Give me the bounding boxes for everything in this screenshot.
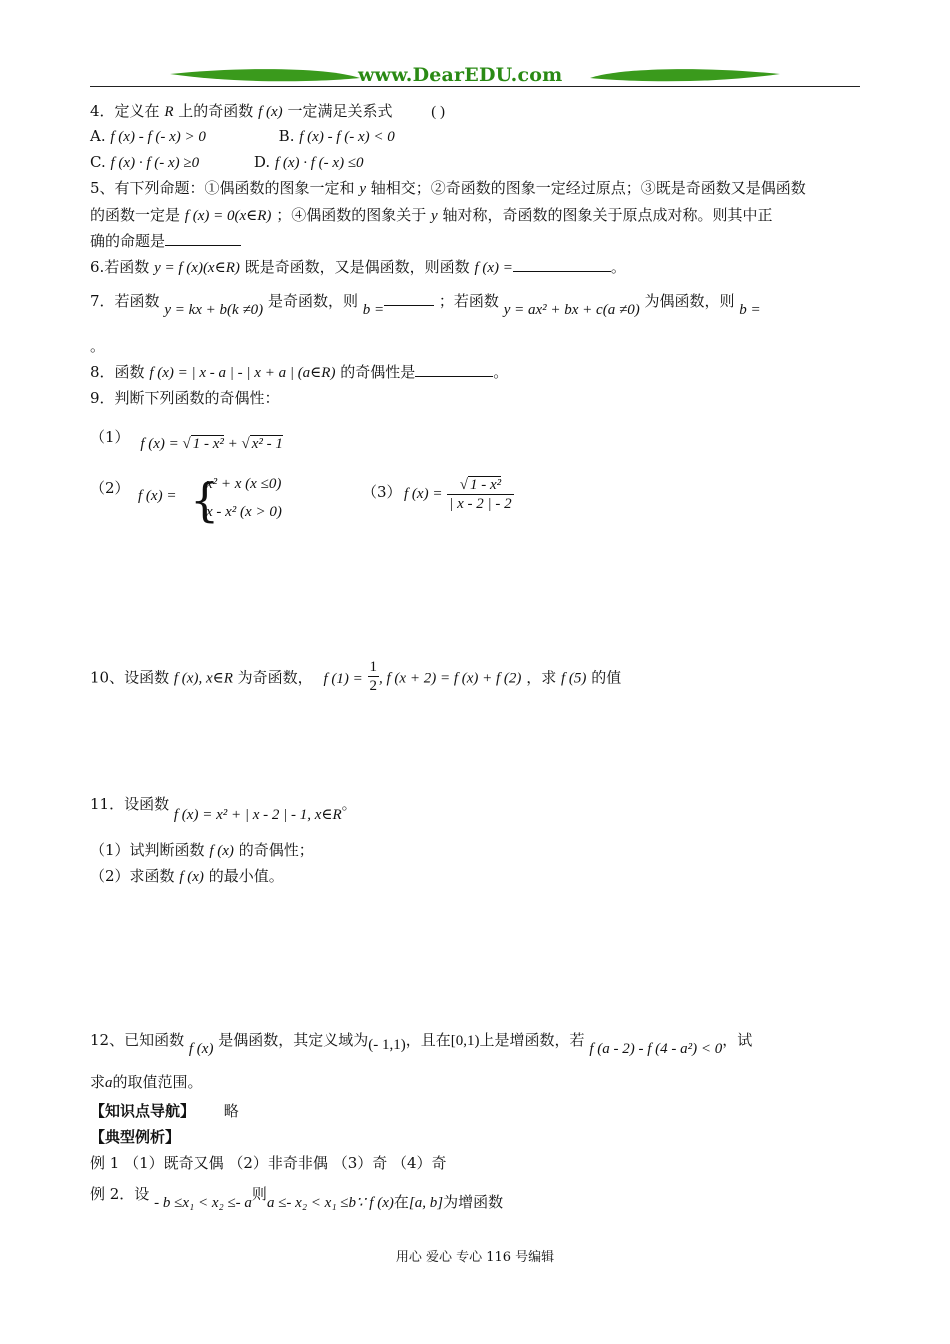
- q4-option-d-label: D.: [253, 153, 271, 171]
- q11-sub2: [90, 866, 284, 887]
- q5-line1: [90, 178, 806, 199]
- q5-text4: ；④偶函数的图象关于: [276, 206, 427, 224]
- q4-option-d: f (x) · f (- x) ≤0: [274, 155, 364, 171]
- q4-stem2: 上的奇函数: [178, 102, 254, 120]
- q12-line2: [90, 1072, 203, 1093]
- q9-title: 9．判断下列函数的奇偶性：: [90, 389, 280, 407]
- q9-f3-lhs: f (x) =: [404, 486, 443, 502]
- q12-math1: f (x): [188, 1041, 214, 1057]
- example-2-text2: 则: [251, 1185, 267, 1203]
- q10-text3: ，求: [526, 668, 557, 687]
- q9-f3-numerator: 1 - x²: [469, 477, 502, 493]
- knowledge-nav-text: 略: [223, 1102, 239, 1120]
- q9-f3: [404, 476, 514, 513]
- q5-text1: 5、有下列命题：①偶函数的图象一定和: [90, 179, 355, 197]
- examples-label: 【典型例析】: [90, 1128, 181, 1146]
- q10-text2: 为奇函数，: [237, 668, 313, 687]
- q7-text4: 为偶函数，则: [644, 292, 735, 310]
- q4-options-ab: [90, 126, 395, 147]
- q12-math2: (- 1,1): [368, 1037, 406, 1053]
- q5-line3: [90, 231, 241, 251]
- q10-line: [90, 660, 621, 697]
- q10-math2: f (1) =: [323, 670, 363, 687]
- q9-part1-label: （1）: [90, 428, 130, 446]
- q8-line: [90, 362, 508, 383]
- knowledge-nav: [90, 1101, 239, 1121]
- q4-option-c: f (x) · f (- x) ≥0: [110, 155, 200, 171]
- q7-b2: b =: [739, 302, 761, 318]
- knowledge-nav-label: 【知识点导航】: [90, 1102, 196, 1120]
- q9-f1-root1: 1 - x²: [192, 436, 224, 452]
- q5-math: f (x) = 0(x∈R): [184, 208, 272, 224]
- q10-den: 2: [369, 678, 378, 694]
- q4-stem-text: 4．定义在: [90, 102, 160, 120]
- q10-math3: , f (x + 2) = f (x) + f (2): [379, 670, 522, 687]
- q12-text4: 上是增函数，若: [479, 1031, 585, 1049]
- q11-sub1-text1: （1）试判断函数: [90, 841, 205, 859]
- q8-end: 。: [493, 363, 509, 381]
- q5-y: y: [359, 181, 366, 197]
- q7-text1: 7．若函数: [90, 292, 160, 310]
- q6-end: 。: [610, 258, 626, 276]
- example-2-math3: [a, b]: [408, 1195, 444, 1211]
- q4-fx: f (x): [258, 104, 283, 120]
- q4-option-b: f (x) - f (- x) < 0: [299, 129, 395, 145]
- q7-end: 。: [90, 337, 106, 355]
- q4-stem3: 一定满足关系式: [287, 102, 393, 120]
- example-2-text3: 在: [393, 1193, 409, 1211]
- example-2-math1: - b ≤x₁ < x₂ ≤- a: [154, 1195, 252, 1211]
- q7-math2: y = ax² + bx + c(a ≠0): [503, 302, 640, 318]
- q12-math3: [0,1): [450, 1033, 480, 1049]
- q11-math: f (x) = x² + | x - 2 | - 1, x∈R: [173, 807, 342, 823]
- q11-sub1-text2: 的奇偶性；: [238, 841, 314, 859]
- q7-text3: ；若函数: [438, 292, 499, 310]
- q8-answer-blank[interactable]: [415, 362, 493, 377]
- q7-text2: 是奇函数，则: [267, 292, 358, 310]
- q10-math1: f (x), x∈R: [173, 670, 233, 687]
- q10-text1: 10、设函数: [90, 668, 170, 687]
- q8-math: f (x) = | x - a | - | x + a | (a∈R): [149, 365, 336, 381]
- q12-text7: 的取值范围。: [112, 1073, 203, 1091]
- q12-text1: 12、已知函数: [90, 1031, 185, 1049]
- q10-fraction: [368, 658, 380, 695]
- q9-f1-root2: x² - 1: [251, 436, 283, 452]
- example-2-math2: a ≤- x₂ < x₁ ≤b∵ f (x): [266, 1195, 394, 1211]
- q10-text4: 的值: [591, 668, 622, 687]
- q5-text2: 轴相交；②奇函数的图象一定经过原点；③既是奇函数又是偶函数: [370, 179, 806, 197]
- q9-f1-lhs: f (x) =: [140, 436, 179, 452]
- q4-option-c-label: C.: [90, 153, 106, 171]
- q9-part2-label: （2）: [90, 479, 130, 497]
- q6-math1: y = f (x)(x∈R): [154, 260, 240, 276]
- q9-f2-case1: x² + x (x ≤0): [206, 476, 282, 492]
- q11-text1: 11．设函数: [90, 795, 170, 813]
- q9-f3-fraction: $\frac{\text{√ 1 - x²}}{| x - 2 | - 2}$: [449, 477, 512, 512]
- q12-text5: ，试: [722, 1031, 753, 1049]
- q5-text3: 的函数一定是: [90, 206, 181, 224]
- header-rule: [90, 86, 860, 87]
- q5-text6: 确的命题是: [90, 232, 166, 250]
- q12-text2: 是偶函数，其定义域为: [218, 1031, 369, 1049]
- q9-f2-brace: {: [190, 473, 220, 527]
- example-2: [90, 1180, 503, 1209]
- q9-part1: [90, 420, 283, 455]
- q7-b: b =: [362, 302, 385, 318]
- page-footer: 用心 爱心 专心 116 号编辑: [395, 1250, 555, 1265]
- site-logo: www.DearEDU.com: [358, 64, 563, 86]
- q7-answer-blank1[interactable]: [384, 291, 434, 306]
- q8-text2: 的奇偶性是: [340, 363, 416, 381]
- q11-line: [90, 790, 357, 823]
- q4-answer-paren: ( ): [431, 104, 445, 120]
- q4-R: R: [164, 104, 174, 120]
- q11-sub2-math: f (x): [179, 869, 204, 885]
- q12-math4: f (a - 2) - f (4 - a²) < 0: [589, 1041, 723, 1057]
- q6-answer-blank[interactable]: [513, 257, 611, 272]
- q9-part3-label: （3）: [362, 483, 402, 501]
- example-1: 例 1 （1）既奇又偶 （2）非奇非偶 （3）奇 （4）奇: [90, 1154, 447, 1172]
- q11-end: 。: [341, 795, 357, 813]
- q11-sub1-math: f (x): [209, 843, 234, 859]
- q12-math5: a: [105, 1075, 113, 1091]
- q11-sub2-text2: 的最小值。: [208, 867, 284, 885]
- q9-f1: f (x) = √ 1 - x² + √ x² - 1: [140, 436, 283, 452]
- q9-f1-plus: +: [227, 436, 238, 452]
- q11-sub2-text1: （2）求函数: [90, 867, 175, 885]
- q9-f2-case2: x - x² (x > 0): [206, 504, 282, 520]
- q7-math1: y = kx + b(k ≠0): [164, 302, 264, 318]
- q11-sub1: [90, 840, 314, 861]
- q5-line2: [90, 205, 772, 226]
- q9-f3-denominator: | x - 2 | - 2: [449, 496, 512, 512]
- q10-math4: f (5): [561, 670, 587, 687]
- q10-num: 1: [369, 659, 378, 675]
- q4-option-b-label: B.: [278, 127, 295, 145]
- example-2-text1: 例 2．设: [90, 1185, 150, 1203]
- q9-f2-lhs: f (x) =: [138, 488, 177, 504]
- q5-text5: 轴对称，奇函数的图象关于原点成对称。则其中正: [442, 206, 773, 224]
- q7-line: [90, 287, 761, 316]
- q6-line: [90, 257, 626, 278]
- q6-text1: 6.若函数: [90, 258, 150, 276]
- q6-math2: f (x) =: [474, 260, 513, 276]
- q12-line1: [90, 1026, 752, 1055]
- q12-text6: 求: [90, 1073, 106, 1091]
- q5-answer-blank[interactable]: [165, 231, 241, 246]
- example-2-text4: 为增函数: [443, 1193, 504, 1211]
- q4-option-a-label: A.: [90, 127, 106, 145]
- q4-options-cd: [90, 152, 364, 173]
- q12-text3: ，且在: [405, 1031, 451, 1049]
- q5-y2: y: [430, 208, 438, 224]
- q6-text2: 既是奇函数，又是偶函数，则函数: [244, 258, 470, 276]
- q4-stem: [90, 101, 445, 122]
- q4-option-a: f (x) - f (- x) > 0: [110, 129, 206, 145]
- q8-text1: 8．函数: [90, 363, 145, 381]
